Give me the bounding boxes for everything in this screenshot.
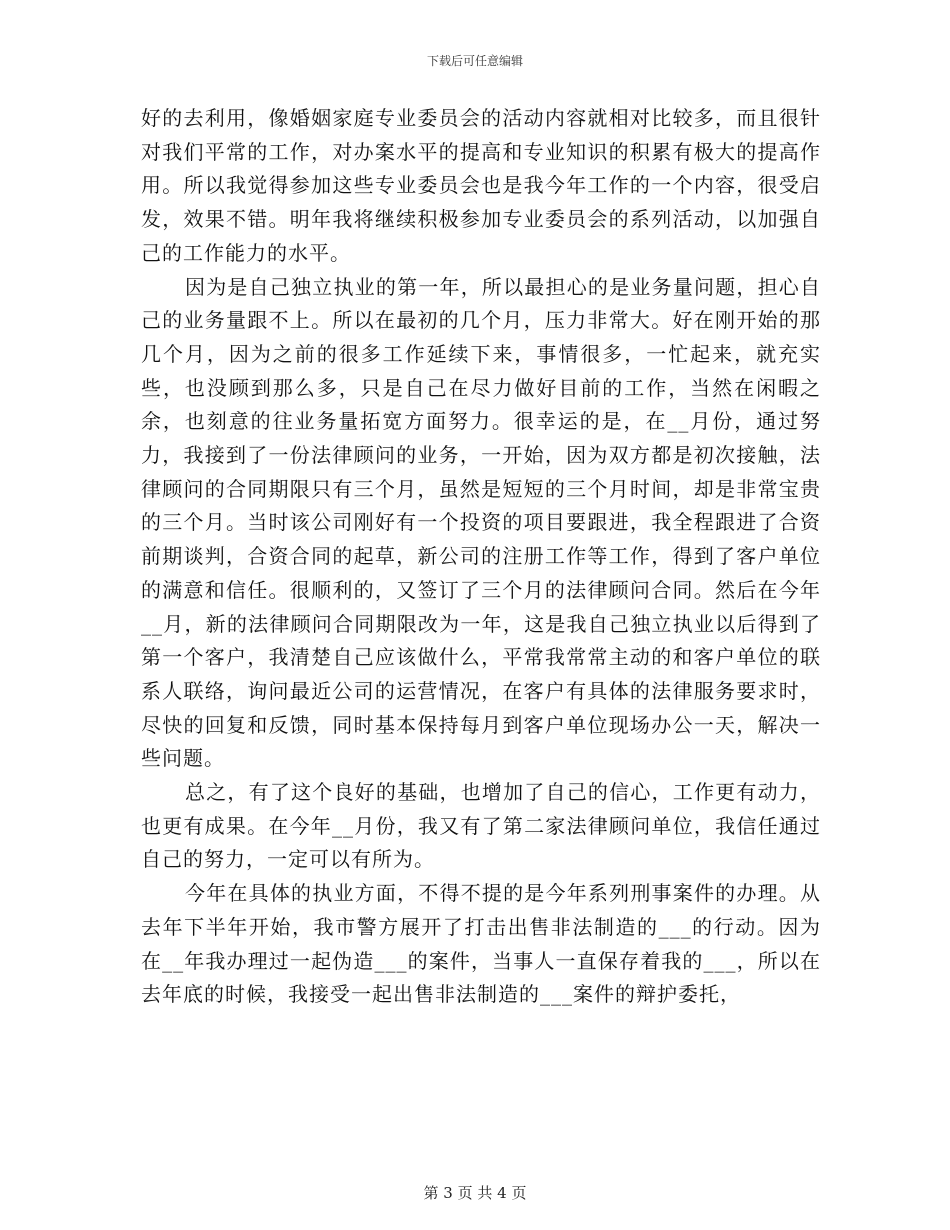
page-header-note: 下载后可任意编辑 [426, 54, 523, 68]
page-number: 第 3 页 共 4 页 [423, 1184, 527, 1202]
paragraph-summary: 总之，有了这个良好的基础，也增加了自己的信心，工作更有动力，也更有成果。在今年__月份，我又有了第二家法律顾问单位，我信任通过自己的努力，一定可以有所为。 [141, 780, 821, 872]
paragraph-continuation: 好的去利用，像婚姻家庭专业委员会的活动内容就相对比较多，而且很针对我们平常的工作，对办案水平的提高和专业知识的积累有极大的提高作用。所以我觉得参加这些专业委员会也是我今年工作的一个内容，很受启发，效果不错。明年我将继续积极参加专业委员会的系列活动，以加强自己的工作能力的水平。 [141, 106, 821, 265]
document-body [141, 102, 821, 1012]
paragraph-criminal-cases: 今年在具体的执业方面，不得不提的是今年系列刑事案件的办理。从去年下半年开始，我市警方展开了打击出售非法制造的___的行动。因为在__年我办理过一起伪造___的案件，当事人一直保存着我的___，所以在去年底的时候，我接受一起出售非法制造的___案件的辩护委托， [141, 881, 821, 1007]
paragraph-first-year: 因为是自己独立执业的第一年，所以最担心的是业务量问题，担心自己的业务量跟不上。所以在最初的几个月，压力非常大。好在刚开始的那几个月，因为之前的很多工作延续下来，事情很多，一忙起来，就充实些，也没顾到那么多，只是自己在尽力做好目前的工作，当然在闲暇之余，也刻意的往业务量拓宽方面努力。很幸运的是，在__月份，通过努力，我接到了一份法律顾问的业务，一开始，因为双方都是初次接触，法律顾问的合同期限只有三个月，虽然是短短的三个月时间，却是非常宝贵的三个月。当时该公司刚好有一个投资的项目要跟进，我全程跟进了合资前期谈判，合资合同的起草，新公司的注册工作等工作，得到了客户单位的满意和信任。很顺利的，又签订了三个月的法律顾问合同。然后在今年__月，新的法律顾问合同期限改为一年，这是我自己独立执业以后得到了第一个客户，我清楚自己应该做什么，平常我常常主动的和客户单位的联系人联络，询问最近公司的运营情况，在客户有具体的法律服务要求时，尽快的回复和反馈，同时基本保持每月到客户单位现场办公一天，解决一些问题。 [141, 274, 821, 771]
